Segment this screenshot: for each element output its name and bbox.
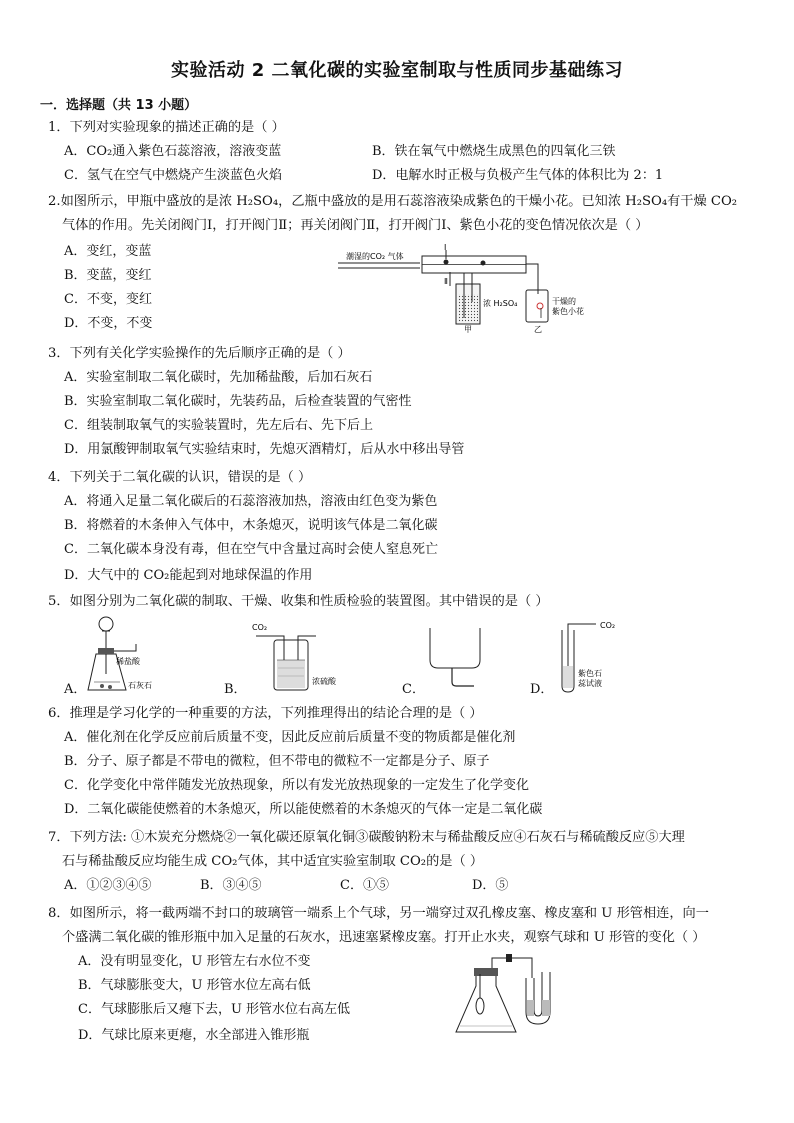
q8-option-a: A．没有明显变化，U 形管左右水位不变 xyxy=(78,954,311,969)
q5-b-acid-label: 浓硫酸 xyxy=(312,677,336,686)
q5-fig-a-label: A． xyxy=(64,682,87,697)
q3-option-a: A．实验室制取二氧化碳时，先加稀盐酸，后加石灰石 xyxy=(64,370,373,385)
q5-figure-d xyxy=(548,614,628,696)
q2-valve1-label: Ⅰ xyxy=(444,243,447,252)
q1-option-d: D．电解水时正极与负极产生气体的体积比为 2：1 xyxy=(372,168,664,183)
q1-option-a: A．CO₂通入紫色石蕊溶液，溶液变蓝 xyxy=(64,144,282,159)
q5-figure-b xyxy=(246,614,356,696)
q4-option-c: C．二氧化碳本身没有毒，但在空气中含量过高时会使人窒息死亡 xyxy=(64,542,438,557)
q2-bottle2-label: 乙 xyxy=(534,325,542,334)
question-8-stem-line2: 个盛满二氧化碳的锥形瓶中加入足量的石灰水，迅速塞紧橡皮塞。打开止水夹，观察气球和 U 形管的变化（ ） xyxy=(62,930,706,945)
q5-d-solution-label-2: 蕊试液 xyxy=(578,679,602,688)
question-2-stem-line1: 2.如图所示，甲瓶中盛放的是浓 H₂SO₄，乙瓶中盛放的是用石蕊溶液染成紫色的干燥小花。已知浓 H₂SO₄有干燥 CO₂ xyxy=(48,194,738,209)
q2-acid-label: 浓 H₂SO₄ xyxy=(483,299,518,308)
question-7-stem-line1: 7．下列方法: ①木炭充分燃烧②一氧化碳还原氧化铜③碳酸钠粉末与稀盐酸反应④石灰石与稀硫酸反应⑤大理 xyxy=(48,830,685,845)
question-1-stem: 1．下列对实验现象的描述正确的是（ ） xyxy=(48,120,285,135)
q1-option-b: B．铁在氧气中燃烧生成黑色的四氧化三铁 xyxy=(372,144,616,159)
q4-option-a: A．将通入足量二氧化碳后的石蕊溶液加热，溶液由红色变为紫色 xyxy=(64,494,438,509)
q5-b-co2-label: CO₂ xyxy=(252,623,268,632)
q5-fig-c-label: C． xyxy=(402,682,425,697)
q2-gas-label: 潮湿的CO₂ 气体 xyxy=(346,252,404,261)
q2-flower-label-2: 紫色小花 xyxy=(552,307,584,316)
q6-option-b: B．分子、原子都是不带电的微粒，但不带电的微粒不一定都是分子、原子 xyxy=(64,754,490,769)
question-3-stem: 3．下列有关化学实验操作的先后顺序正确的是（ ） xyxy=(48,346,351,361)
question-5-stem: 5．如图分别为二氧化碳的制取、干燥、收集和性质检验的装置图。其中错误的是（ ） xyxy=(48,594,549,609)
q5-d-solution-label: 紫色石 xyxy=(578,669,602,678)
q8-option-d: D．气球比原来更瘪，水全部进入锥形瓶 xyxy=(78,1028,310,1043)
q4-option-b: B．将燃着的木条伸入气体中，木条熄灭，说明该气体是二氧化碳 xyxy=(64,518,438,533)
q7-option-a: A．①②③④⑤ xyxy=(64,878,152,893)
q2-bottle1-label: 甲 xyxy=(464,325,472,334)
q7-option-c: C．①⑤ xyxy=(340,878,389,893)
q8-option-b: B．气球膨胀变大，U 形管水位左高右低 xyxy=(78,978,311,993)
q2-apparatus-figure xyxy=(338,238,586,334)
question-7-stem-line2: 石与稀盐酸反应均能生成 CO₂气体，其中适宜实验室制取 CO₂的是（ ） xyxy=(62,854,484,869)
q6-option-a: A．催化剂在化学反应前后质量不变，因此反应前后质量不变的物质都是催化剂 xyxy=(64,730,516,745)
q3-option-c: C．组装制取氧气的实验装置时，先左后右、先下后上 xyxy=(64,418,373,433)
q2-option-b: B．变蓝，变红 xyxy=(64,268,152,283)
question-8-stem-line1: 8．如图所示，将一截两端不封口的玻璃管一端系上个气球，另一端穿过双孔橡皮塞、橡皮塞和 U 形管相连，向一 xyxy=(48,906,709,921)
q6-option-d: D．二氧化碳能使燃着的木条熄灭，所以能使燃着的木条熄灭的气体一定是二氧化碳 xyxy=(64,802,543,817)
q2-option-a: A．变红，变蓝 xyxy=(64,244,152,259)
q8-option-c: C．气球膨胀后又瘪下去，U 形管水位右高左低 xyxy=(78,1002,351,1017)
q2-option-c: C．不变，变红 xyxy=(64,292,152,307)
q2-valve2-label: Ⅱ xyxy=(444,277,448,286)
section-heading: 一．选择题（共 13 小题） xyxy=(40,98,198,113)
question-2-stem-line2: 气体的作用。先关闭阀门Ⅰ，打开阀门Ⅱ；再关闭阀门Ⅱ，打开阀门Ⅰ、紫色小花的变色情况依次是（ ） xyxy=(62,218,649,233)
q4-option-d: D．大气中的 CO₂能起到对地球保温的作用 xyxy=(64,568,313,583)
page-title: 实验活动 2 二氧化碳的实验室制取与性质同步基础练习 xyxy=(170,60,624,81)
q8-apparatus-figure xyxy=(450,952,580,1040)
q3-option-d: D．用氯酸钾制取氧气实验结束时，先熄灭酒精灯，后从水中移出导管 xyxy=(64,442,465,457)
q7-option-b: B．③④⑤ xyxy=(200,878,262,893)
question-6-stem: 6．推理是学习化学的一种重要的方法，下列推理得出的结论合理的是（ ） xyxy=(48,706,483,721)
q7-option-d: D．⑤ xyxy=(472,878,509,893)
q2-option-d: D．不变，不变 xyxy=(64,316,153,331)
q5-d-co2-label: CO₂ xyxy=(600,621,616,630)
q5-figure-a xyxy=(84,614,164,696)
question-4-stem: 4．下列关于二氧化碳的认识，错误的是（ ） xyxy=(48,470,312,485)
q5-a-acid-label: 稀盐酸 xyxy=(116,657,140,666)
q2-flower-label: 干燥的 xyxy=(552,297,576,306)
q5-fig-d-label: D． xyxy=(530,682,554,697)
q5-figure-c xyxy=(424,620,494,692)
q1-option-c: C．氢气在空气中燃烧产生淡蓝色火焰 xyxy=(64,168,282,183)
q3-option-b: B．实验室制取二氧化碳时，先装药品，后检查装置的气密性 xyxy=(64,394,412,409)
q6-option-c: C．化学变化中常伴随发光放热现象，所以有发光放热现象的一定发生了化学变化 xyxy=(64,778,529,793)
q5-a-stone-label: 石灰石 xyxy=(128,681,152,690)
q5-fig-b-label: B． xyxy=(224,682,247,697)
